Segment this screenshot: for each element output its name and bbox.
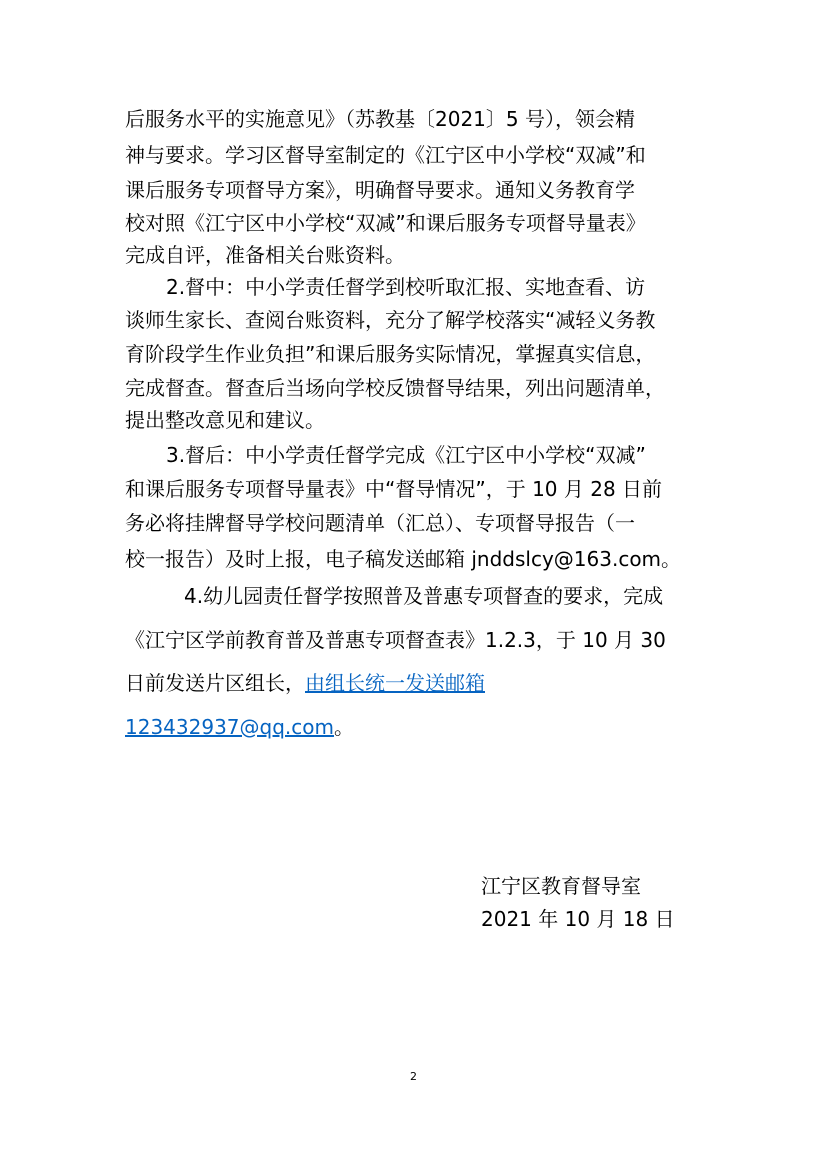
email-link-part-1[interactable]: 由组长统一发送邮箱 [305, 671, 485, 695]
paragraph-line-4: 校对照《江宁区中小学校“双减”和课后服务专项督导量表》 [125, 211, 646, 235]
paragraph-line-6: 2.督中：中小学责任督学到校听取汇报、实地查看、访 [166, 275, 646, 299]
paragraph-line-13: 务必将挂牌督导学校问题清单（汇总）、专项督导报告（一 [125, 511, 635, 535]
paragraph-line-11: 3.督后：中小学责任督学完成《江宁区中小学校“双减” [166, 443, 646, 467]
paragraph-line-12: 和课后服务专项督导量表》中“督导情况”，于 10 月 28 日前 [125, 477, 663, 501]
paragraph-line-17 [125, 668, 705, 698]
paragraph-line-10: 提出整改意见和建议。 [125, 408, 325, 432]
line-18-suffix: 。 [333, 715, 354, 739]
paragraph-line-2: 神与要求。学习区督导室制定的《江宁区中小学校“双减”和 [125, 143, 646, 167]
paragraph-line-8: 育阶段学生作业负担”和课后服务实际情况，掌握真实信息， [125, 342, 656, 366]
paragraph-line-3: 课后服务专项督导方案》，明确督导要求。通知义务教育学 [125, 178, 635, 202]
paragraph-line-14: 校一报告）及时上报，电子稿发送邮箱 jnddslcy@163.com。 [125, 547, 682, 571]
page-number: 2 [410, 1070, 417, 1083]
paragraph-line-5: 完成自评，准备相关台账资料。 [125, 243, 405, 267]
paragraph-line-18 [125, 712, 705, 742]
signature-date: 2021 年 10 月 18 日 [481, 907, 675, 931]
paragraph-line-7: 谈师生家长、查阅台账资料，充分了解学校落实“减轻义务教 [125, 308, 656, 332]
paragraph-line-16: 《江宁区学前教育普及普惠专项督查表》1.2.3，于 10 月 30 [125, 628, 666, 652]
paragraph-line-1: 后服务水平的实施意见》（苏教基〔2021〕5 号），领会精 [125, 107, 635, 131]
signature-office: 江宁区教育督导室 [481, 874, 641, 898]
line-17-text: 日前发送片区组长， [125, 671, 305, 695]
paragraph-line-15: 4.幼儿园责任督学按照普及普惠专项督查的要求，完成 [184, 584, 664, 608]
paragraph-line-9: 完成督查。督查后当场向学校反馈督导结果，列出问题清单， [125, 376, 665, 400]
email-link-part-2[interactable]: 123432937@qq.com [125, 715, 334, 739]
